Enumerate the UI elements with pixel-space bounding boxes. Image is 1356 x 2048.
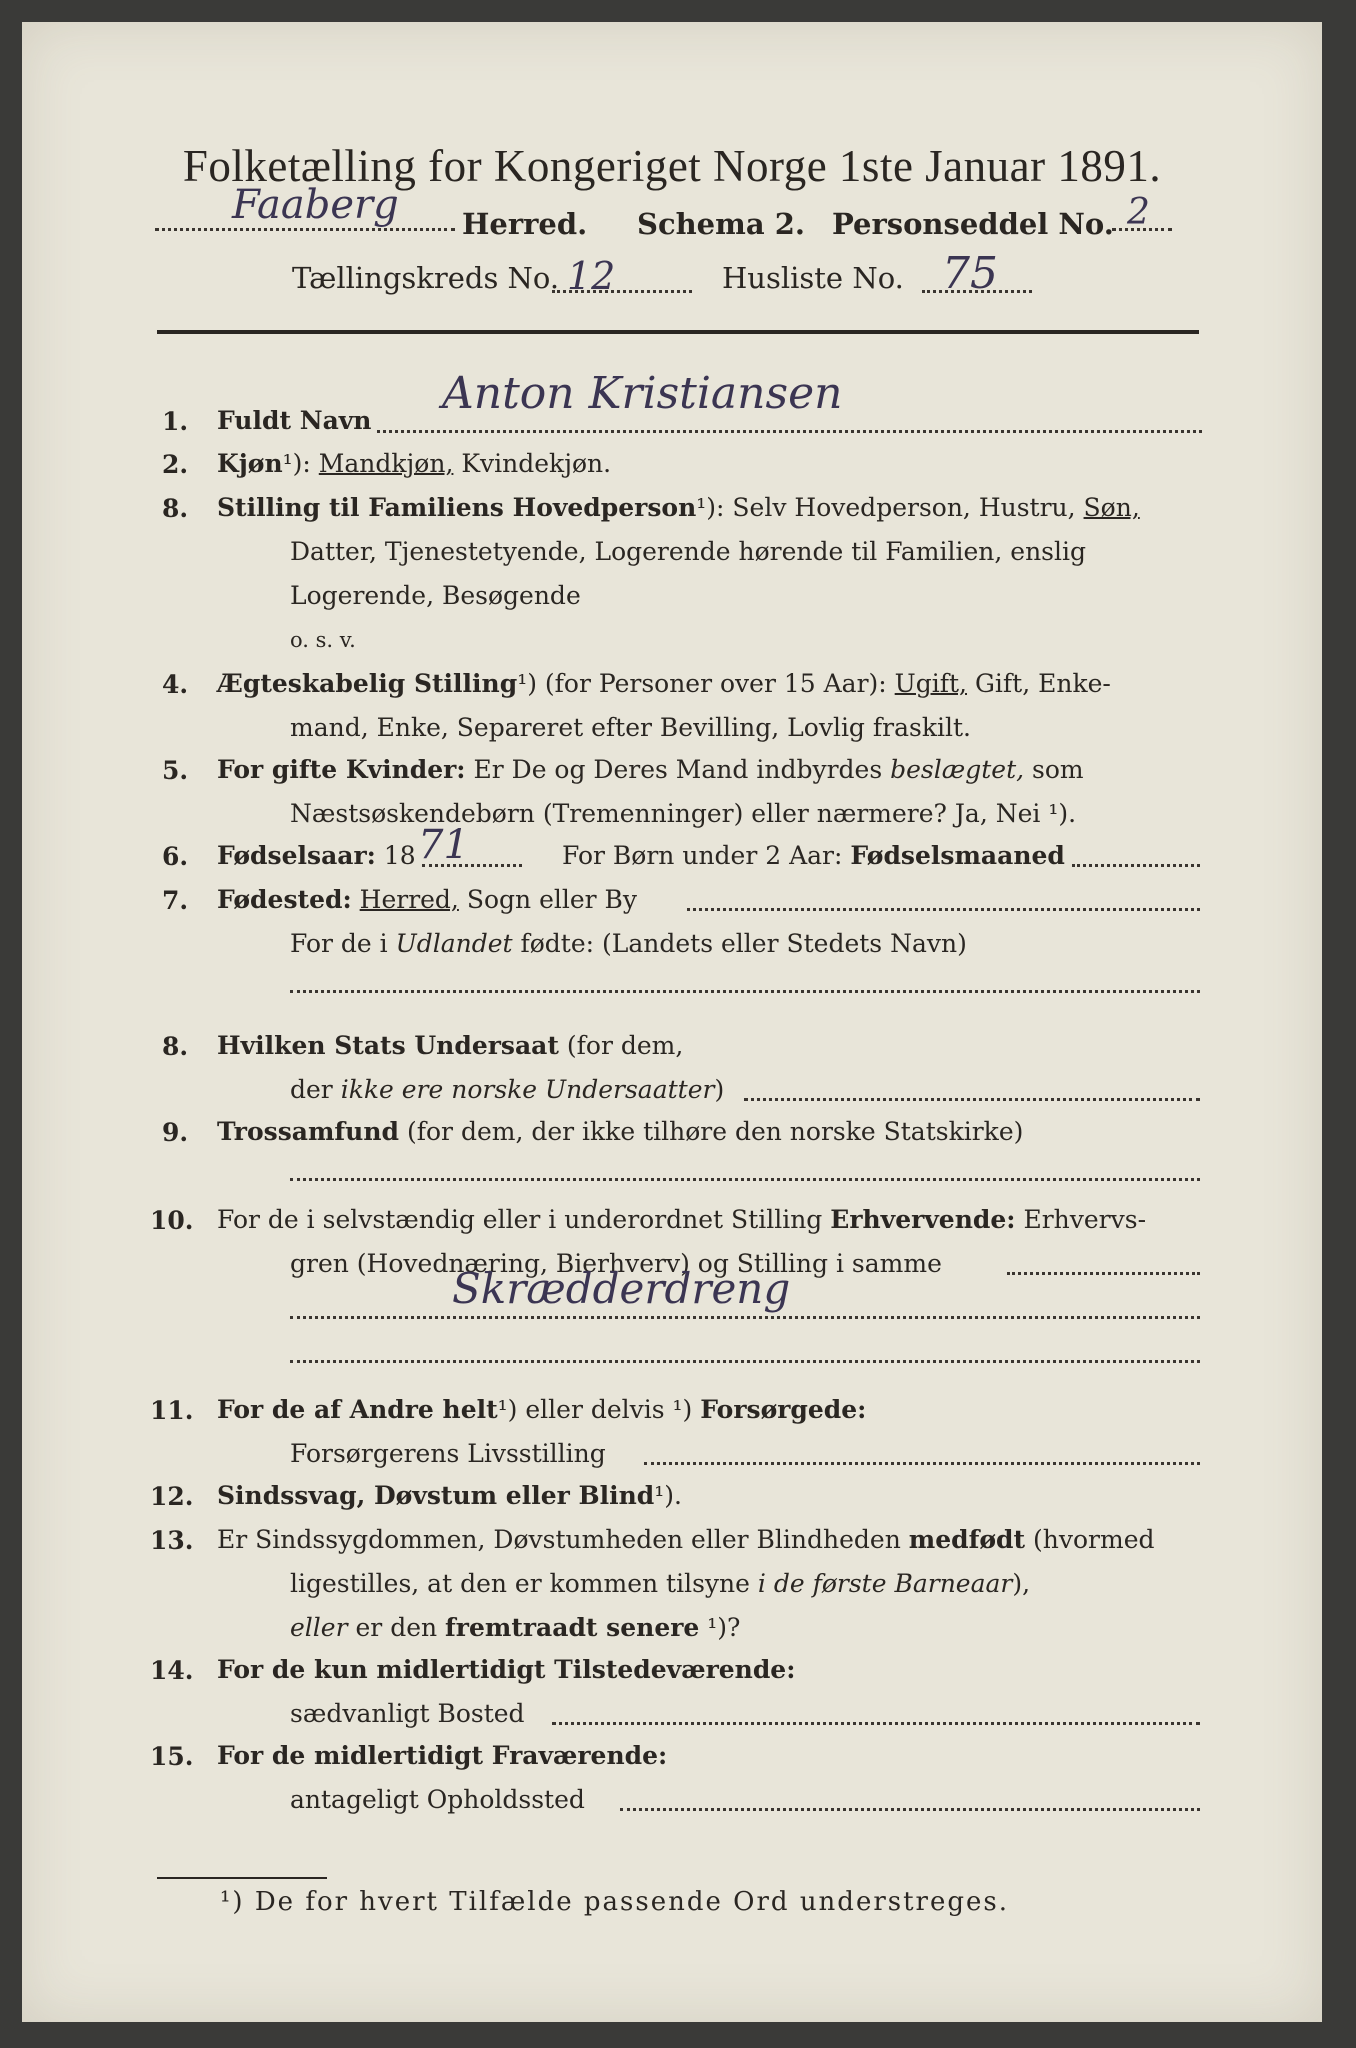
taellingskreds-no-handwritten: 12 xyxy=(567,254,616,298)
q11-line1: For de af Andre helt¹) eller delvis ¹) Forsørgede: xyxy=(217,1395,867,1424)
q11-number: 11. xyxy=(150,1396,194,1425)
q9-number: 9. xyxy=(162,1118,189,1147)
q1-number: 1. xyxy=(162,407,189,436)
q10-dotted-line2 xyxy=(290,1316,1200,1319)
q13-line2: ligestilles, at den er kommen tilsyne i de første Barneaar), xyxy=(290,1569,1031,1598)
q3-line3: Logerende, Besøgende xyxy=(290,581,581,610)
header-rule xyxy=(157,330,1199,334)
q5-number: 5. xyxy=(162,756,189,785)
ugift-underlined: Ugift, xyxy=(894,669,967,698)
personseddel-no-handwritten: 2 xyxy=(1127,192,1150,233)
herred-dotted-line xyxy=(155,228,455,231)
q3-line4: o. s. v. xyxy=(290,628,356,652)
q6-number: 6. xyxy=(162,842,189,871)
q13-line3: eller er den fremtraadt senere ¹)? xyxy=(290,1613,741,1642)
q14-line1: For de kun midlertidigt Tilstedeværende: xyxy=(217,1655,796,1684)
q12-number: 12. xyxy=(150,1482,194,1511)
q10-line2: gren (Hovednæring, Bierhverv) og Stilling i samme xyxy=(290,1249,942,1278)
q8-line2: der ikke ere norske Undersaatter) xyxy=(290,1075,725,1104)
husliste-label: Husliste No. xyxy=(722,261,904,295)
taellingskreds-label: Tællingskreds No. xyxy=(292,261,560,295)
personseddel-label: Personseddel No. xyxy=(832,207,1114,241)
occupation-handwritten: Skrædderdreng xyxy=(452,1264,791,1313)
form-title: Folketælling for Kongeriget Norge 1ste Januar 1891. xyxy=(182,141,1162,191)
mandkjon-underlined: Mandkjøn, xyxy=(318,449,454,478)
herred-underlined: Herred, xyxy=(359,885,459,914)
q7-line1: Fødested: Herred, Sogn eller By xyxy=(217,885,638,914)
q10-number: 10. xyxy=(150,1206,194,1235)
census-form-sheet xyxy=(22,22,1322,2022)
q3-line1: Stilling til Familiens Hovedperson¹): Selv Hovedperson, Hustru, Søn, xyxy=(217,493,1140,522)
q7-dotted-line xyxy=(687,908,1200,911)
husliste-no-handwritten: 75 xyxy=(942,248,998,299)
q10-dotted-line1 xyxy=(1007,1272,1200,1275)
q2-number: 2. xyxy=(162,450,189,479)
q8-number: 8. xyxy=(162,1032,189,1061)
q4-line1: Ægteskabelig Stilling¹) (for Personer over 15 Aar): Ugift, Gift, Enke- xyxy=(217,669,1111,698)
herred-name-handwritten: Faaberg xyxy=(232,182,399,228)
q6-rest: For Børn under 2 Aar: Fødselsmaaned xyxy=(562,841,1065,870)
q3-line2: Datter, Tjenestetyende, Logerende hørende til Familien, enslig xyxy=(290,537,1087,566)
q3-number: 8. xyxy=(162,494,189,523)
q14-number: 14. xyxy=(150,1656,194,1685)
q12-line: Sindssvag, Døvstum eller Blind¹). xyxy=(217,1481,683,1510)
q10-line1: For de i selvstændig eller i underordnet Stilling Erhvervende: Erhvervs- xyxy=(217,1205,1147,1234)
q14-line2: sædvanligt Bosted xyxy=(290,1699,525,1728)
footnote: ¹) De for hvert Tilfælde passende Ord understreges. xyxy=(220,1887,1010,1917)
q13-number: 13. xyxy=(150,1526,194,1555)
q13-line1: Er Sindssygdommen, Døvstumheden eller Blindheden medfødt (hvormed xyxy=(217,1525,1155,1554)
schema-label: Schema 2. xyxy=(637,207,805,241)
q6-label: Fødselsaar: 18 xyxy=(217,841,416,870)
q15-line2: antageligt Opholdssted xyxy=(290,1785,585,1814)
q4-number: 4. xyxy=(162,670,189,699)
q5-line2: Næstsøskendebørn (Tremenninger) eller nærmere? Ja, Nei ¹). xyxy=(290,799,1077,828)
q1-label: Fuldt Navn xyxy=(217,406,372,435)
q4-line2: mand, Enke, Separeret efter Bevilling, Lovlig fraskilt. xyxy=(290,713,971,742)
q7-number: 7. xyxy=(162,886,189,915)
q15-line1: For de midlertidigt Fraværende: xyxy=(217,1741,668,1770)
q6-month-dotted-line xyxy=(1072,864,1200,867)
q8-dotted-line xyxy=(744,1098,1200,1101)
q15-dotted-line xyxy=(620,1808,1200,1811)
q15-number: 15. xyxy=(150,1742,194,1771)
q2-line: Kjøn¹): Mandkjøn, Kvindekjøn. xyxy=(217,449,612,478)
q7-answer-dotted-line xyxy=(290,990,1200,993)
q1-dotted-line xyxy=(377,430,1202,433)
q10-dotted-line3 xyxy=(290,1360,1200,1363)
full-name-handwritten: Anton Kristiansen xyxy=(442,368,843,419)
q7-line2: For de i Udlandet fødte: (Landets eller Stedets Navn) xyxy=(290,929,967,958)
son-underlined: Søn, xyxy=(1083,493,1140,522)
q5-line1: For gifte Kvinder: Er De og Deres Mand indbyrdes beslægtet, som xyxy=(217,755,1084,784)
q11-dotted-line xyxy=(644,1462,1200,1465)
q14-dotted-line xyxy=(552,1722,1200,1725)
q11-line2: Forsørgerens Livsstilling xyxy=(290,1439,606,1468)
herred-label: Herred. xyxy=(462,207,588,241)
footnote-rule xyxy=(157,1877,327,1879)
q9-dotted-line xyxy=(290,1178,1200,1181)
q8-line1: Hvilken Stats Undersaat (for dem, xyxy=(217,1031,684,1060)
q9-line: Trossamfund (for dem, der ikke tilhøre den norske Statskirke) xyxy=(217,1117,1024,1146)
birth-year-handwritten: 71 xyxy=(418,822,469,868)
